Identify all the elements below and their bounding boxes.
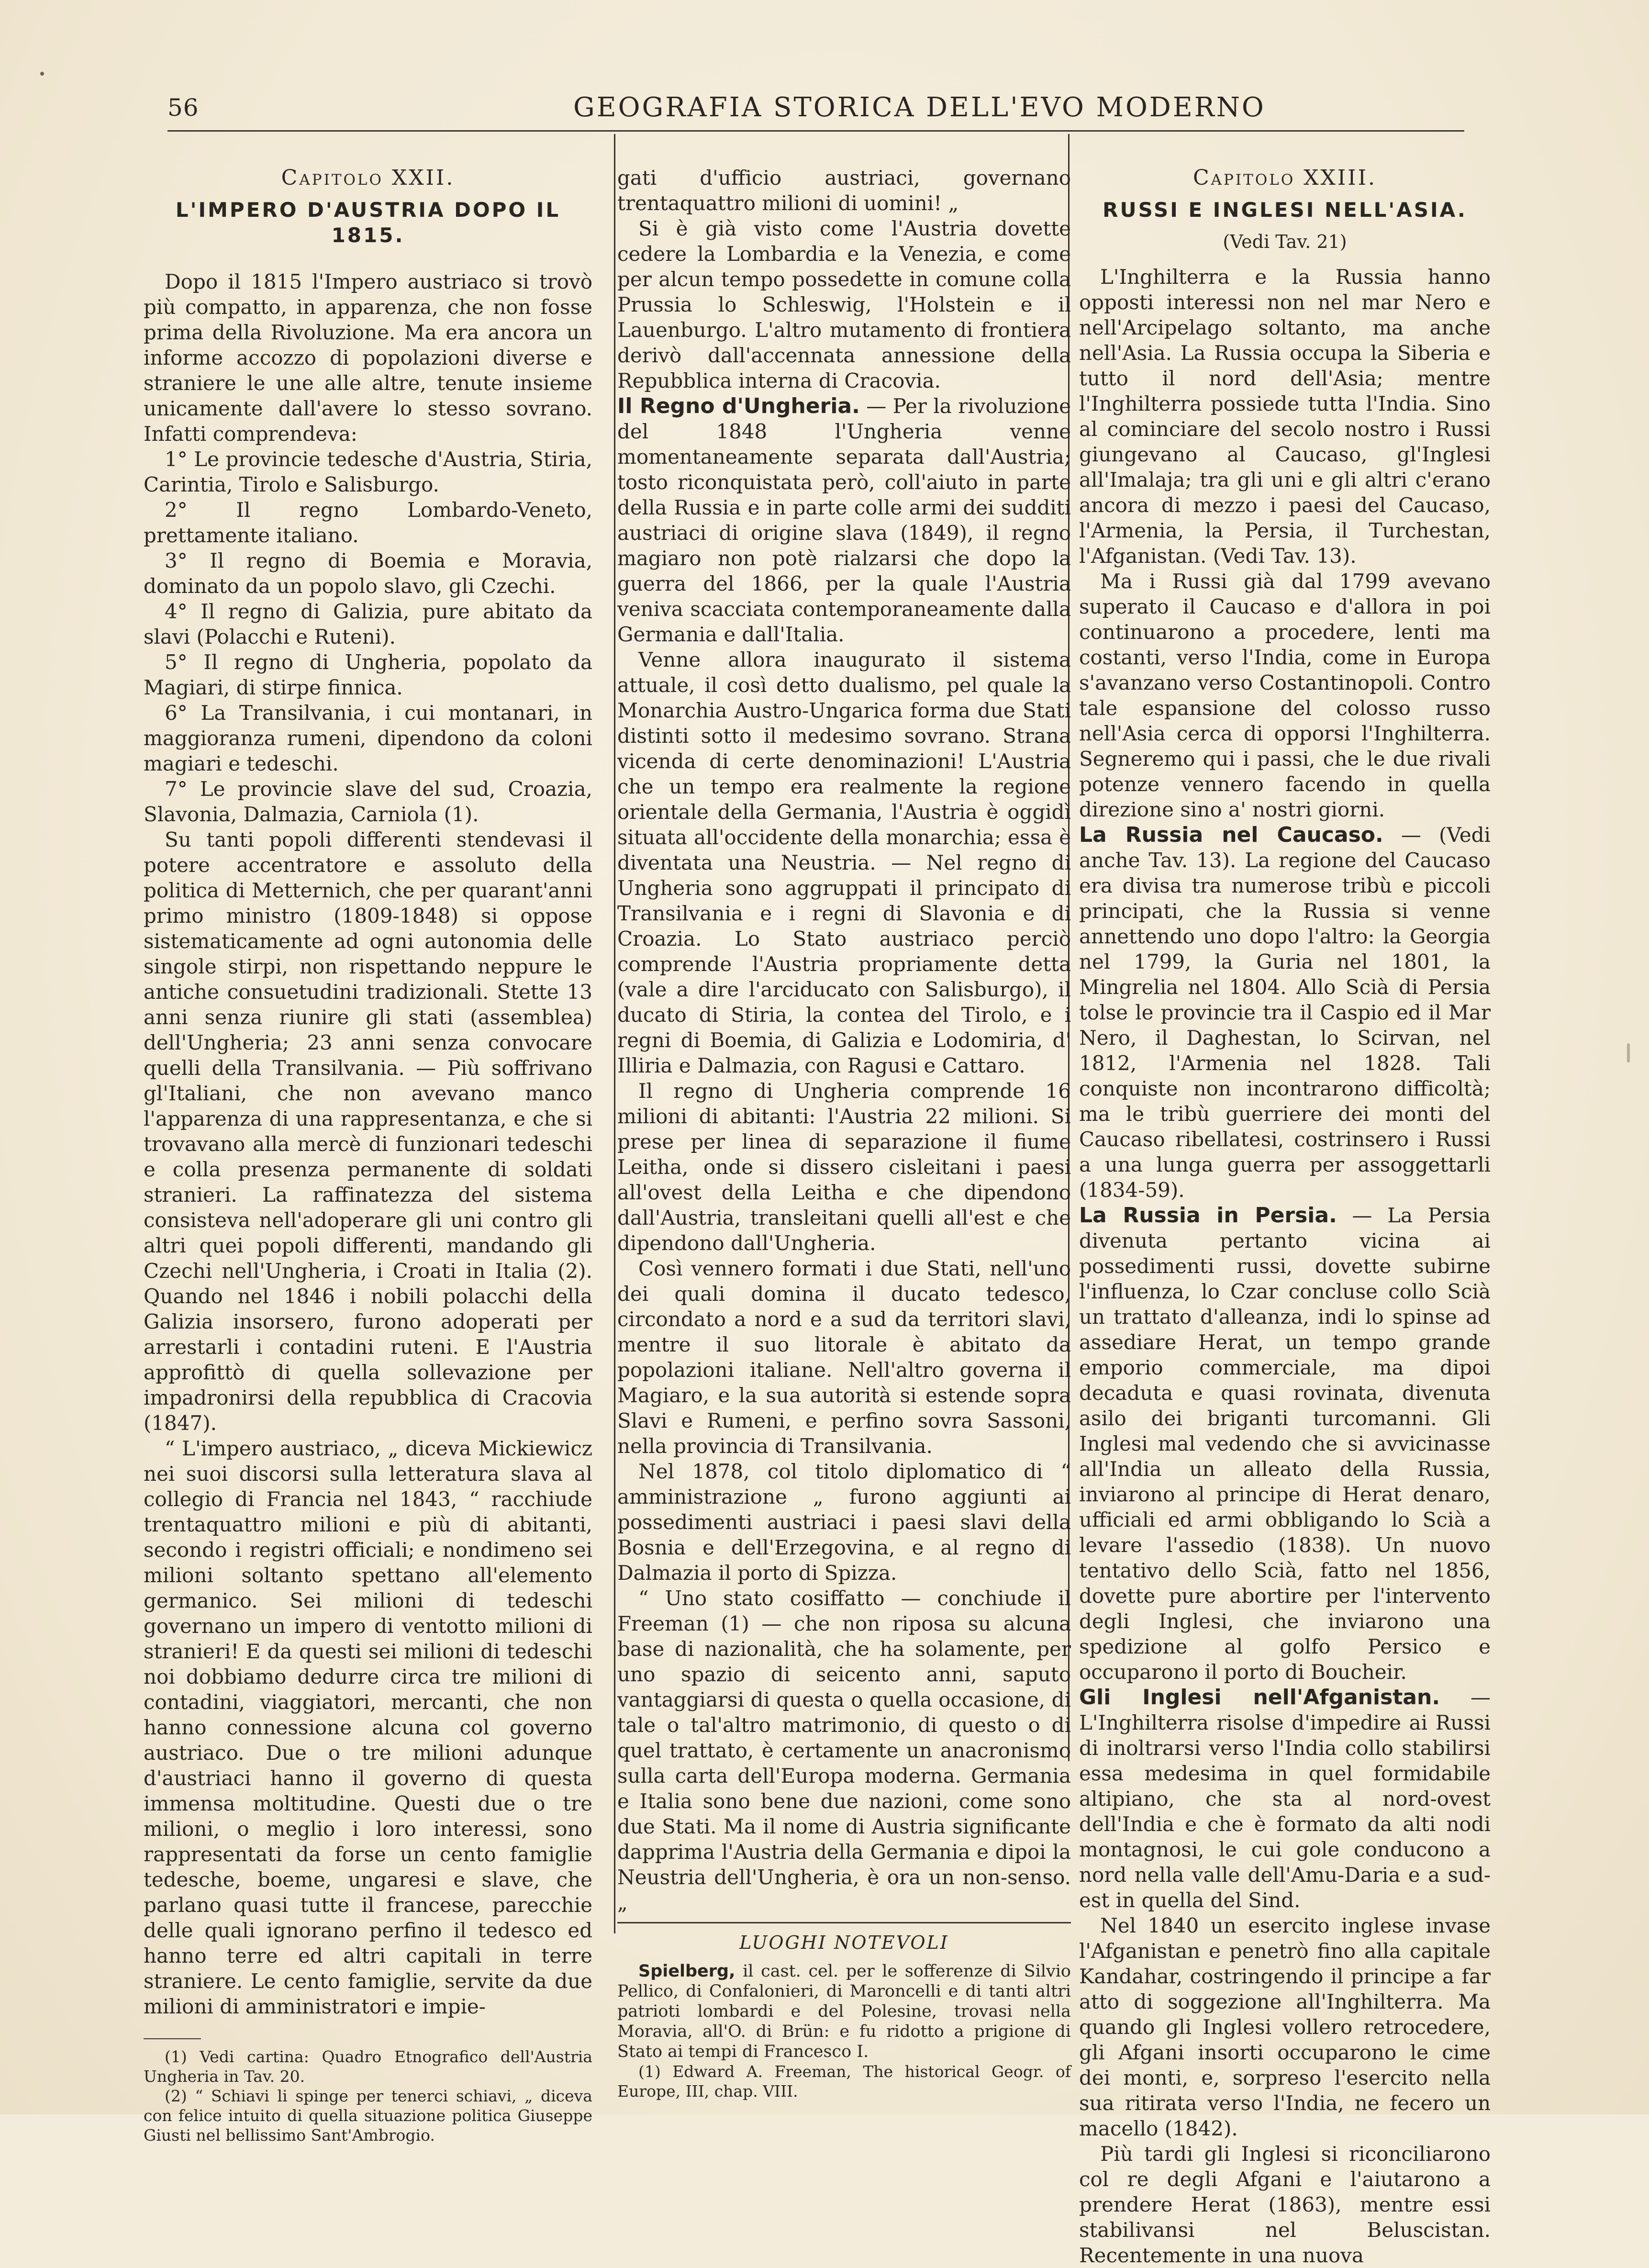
- running-title: GEOGRAFIA STORICA DELL'EVO MODERNO: [573, 92, 1266, 123]
- footnote: (2) “ Schiavi li spinge per tenerci schiavi, „ diceva con felice intuito di quella situazione politica Giuseppe Giusti nel bellissimo Sant'Ambrogio.: [144, 2087, 592, 2145]
- paragraph: Ma i Russi già dal 1799 avevano superato il Caucaso e d'allora in poi continuarono a procedere, lenti ma costanti, verso l'India, come in Europa s'avanzano verso Costantinopoli. Contro tale espansione del colosso russo nell'Asia cerca di opporsi l'Inghilterra. Segneremo qui i passi, che le due rivali potenze vennero facendo in quella direzione sino a' nostri giorni.: [1079, 570, 1491, 821]
- paragraph: Su tanti popoli differenti stendevasi il potere accentratore e assoluto della politica di Metternich, che per quarant'anni primo ministro (1809-1848) si oppose sistematicamente ad ogni autonomia delle singole stirpi, non rispettando neppure le antiche consuetudini tradizionali. Stette 13 anni senza riunire gli stati (assemblea) dell'Ungheria; 23 anni senza convocare quelli della Transilvania. — Più soffrivano gl'Italiani, che non avevano manco l'apparenza di una rappresentanza, e che si trovavano alla mercè di funzionari tedeschi e colla presenza permanente di soldati stranieri. La raffinatezza del sistema consisteva nell'adoperare gli uni contro gli altri quei popoli differenti, mandando gli Czechi nell'Ungheria, i Croati in Italia (2). Quando nel 1846 i nobili polacchi della Galizia insorsero, furono adoperati per arrestarli i contadini ruteni. E l'Austria approfittò di quella sollevazione per impadronirsi della repubblica di Cracovia (1847).: [144, 828, 592, 1435]
- chapter-subtitle: (Vedi Tav. 21): [1223, 231, 1347, 252]
- paragraph: Dopo il 1815 l'Impero austriaco si trovò più compatto, in apparenza, che non fosse prima della Rivoluzione. Ma era ancora un informe accozzo di popolazioni diverse e straniere le une alle altre, tenute insieme unicamente dall'avere lo stesso sovrano. Infatti comprendeva:: [144, 270, 592, 446]
- section-ungheria: [617, 393, 1071, 647]
- chapter-label: Capitolo XXII.: [281, 166, 455, 190]
- paper-speck: [40, 72, 44, 76]
- section-heading: La Russia in Persia.: [1079, 1203, 1337, 1228]
- paper-edge-mark: [1627, 1043, 1630, 1062]
- section-text: — Per la rivoluzione del 1848 l'Ungheria venne momentaneamente separata dall'Austria; tosto riconquistata però, coll'aiuto in parte della Russia e in parte colle armi dei sudditi austriaci di origine slava (1849), il regno magiaro non potè rialzarsi che dopo la guerra del 1866, per la quale l'Austria veniva scacciata contemporaneamente dalla Germania e dall'Italia.: [617, 394, 1071, 646]
- box-title: LUOGHI NOTEVOLI: [739, 1932, 949, 1953]
- list-item: 6° La Transilvania, i cui montanari, in maggioranza rumeni, dipendono da coloni magiari e tedeschi.: [144, 701, 592, 775]
- place-description: il cast. cel. per le sofferenze di Silvio Pellico, di Confalonieri, di Maroncelli e di tanti altri patrioti lombardi e del Polesine, trovasi nella Moravia, all'O. di Brün: e fu ridotto a prigione di Stato ai tempi di Francesco I.: [617, 1962, 1071, 2061]
- section-caucaso: [1079, 822, 1491, 1203]
- box-rule: [617, 1922, 1071, 1923]
- footnote-rule: [144, 2038, 201, 2039]
- list-item: 5° Il regno di Ungheria, popolato da Magiari, di stirpe finnica.: [144, 650, 592, 699]
- column-divider-left: [614, 134, 615, 1933]
- section-text: — La Persia divenuta pertanto vicina ai possedimenti russi, dovette subirne l'influenza, lo Czar concluse collo Scià un trattato d'alleanza, indi lo spinse ad assediare Herat, un tempo grande emporio commerciale, ma dipoi decaduta e quasi rovinata, divenuta asilo dei briganti turcomanni. Gli Inglesi mal vedendo che si avvicinasse all'India un alleato della Russia, inviarono al principe di Herat denaro, ufficiali ed armi obbligando lo Scià a levare l'assedio (1838). Un nuovo tentativo dello Scià, fatto nel 1856, dovette pure abortire per l'intervento degli Inglesi, che inviarono una spedizione al golfo Persico e occuparono il porto di Boucheir.: [1079, 1204, 1491, 1684]
- section-heading: Il Regno d'Ungheria.: [617, 394, 860, 418]
- page-number: 56: [167, 94, 199, 122]
- paragraph: Il regno di Ungheria comprende 16 milioni di abitanti: l'Austria 22 milioni. Si prese per linea di separazione il fiume Leitha, onde si dissero cisleitani i paesi all'ovest della Leitha e che dipendono dall'Austria, transleitani quelli all'est e che dipendono dall'Ungheria.: [617, 1079, 1071, 1255]
- section-heading: La Russia nel Caucaso.: [1079, 823, 1383, 847]
- chapter-title: RUSSI E INGLESI NELL'ASIA.: [1103, 198, 1467, 222]
- list-item: 7° Le provincie slave del sud, Croazia, Slavonia, Dalmazia, Carniola (1).: [144, 777, 592, 826]
- list-item: 2° Il regno Lombardo-Veneto, prettamente italiano.: [144, 498, 592, 547]
- section-text: — (Vedi anche Tav. 13). La regione del Caucaso era divisa tra numerose tribù e piccoli principati, che la Russia si venne annettendo uno dopo l'altro: la Georgia nel 1799, la Guria nel 1801, la Mingrelia nel 1804. Allo Scià di Persia tolse le provincie tra il Caspio ed il Mar Nero, il Daghestan, lo Scirvan, nel 1812, l'Armenia nel 1828. Tali conquiste non incontrarono difficoltà; ma le tribù guerriere dei monti del Caucaso ribellatesi, costrinsero i Russi a una lunga guerra per assoggettarli (1834-59).: [1079, 823, 1491, 1202]
- list-item: 3° Il regno di Boemia e Moravia, dominato da un popolo slavo, gli Czechi.: [144, 549, 592, 598]
- column-left: [144, 165, 592, 2145]
- paragraph: Si è già visto come l'Austria dovette cedere la Lombardia e la Venezia, e come per alcun tempo possedette in comune colla Prussia lo Schleswig, l'Holstein e il Lauenburgo. L'altro mutamento di frontiera derivò dall'accennata annessione della Repubblica interna di Cracovia.: [617, 217, 1071, 392]
- page-header: [167, 90, 1266, 133]
- paragraph: Così vennero formati i due Stati, nell'uno dei quali domina il ducato tedesco, circondato a nord e a sud da territori slavi, mentre il suo litorale è abitato da popolazioni italiane. Nell'altro governa il Magiaro, e la sua autorità si estende sopra Slavi e Rumeni, e perfino sovra Sassoni, nella provincia di Transilvania.: [617, 1257, 1071, 1458]
- paragraph: gati d'ufficio austriaci, governano trentaquattro milioni di uomini! „: [617, 166, 1071, 215]
- place-name: Spielberg,: [638, 1962, 735, 1981]
- paragraph: Venne allora inaugurato il sistema attuale, il così detto dualismo, pel quale la Monarchia Austro-Ungarica forma due Stati distinti sotto il medesimo sovrano. Strana vicenda di certe denominazioni! L'Austria che un tempo era realmente la regione orientale della Germania, l'Austria è oggidì situata all'occidente della monarchia; essa è diventata una Neustria. — Nel regno di Ungheria sono aggruppati il principato di Transilvania e i regni di Slavonia e di Croazia. Lo Stato austriaco perciò comprende l'Austria propriamente detta (vale a dire l'arciducato con Salisburgo), il ducato di Stiria, la contea del Tirolo, e i regni di Boemia, di Galizia e Lodomiria, d' Illiria e Dalmazia, con Ragusi e Cattaro.: [617, 648, 1071, 1077]
- section-persia: [1079, 1203, 1491, 1685]
- quotation-paragraph: “ Uno stato cosiffatto — conchiude il Freeman (1) — che non riposa su alcuna base di nazionalità, che ha solamente, per uno spazio di seicento anni, saputo vantaggiarsi di questa o quella occasione, di tale o tal'altro matrimonio, di questo o di quel trattato, è certamente un anacronismo sulla carta dell'Europa moderna. Germania e Italia sono bene due nazioni, come sono due Stati. Ma il nome di Austria significante dapprima l'Austria della Germania e dipoi la Neustria dell'Ungheria, è ora un non-senso. „: [617, 1586, 1071, 1914]
- column-middle: [617, 165, 1071, 2101]
- box-entry: [617, 1961, 1071, 2062]
- chapter-label: Capitolo XXIII.: [1192, 166, 1377, 190]
- footnote: (1) Vedi cartina: Quadro Etnografico dell'Austria Ungheria in Tav. 20.: [144, 2047, 592, 2086]
- column-right: [1079, 165, 1491, 2268]
- section-afganistan: [1079, 1685, 1491, 1913]
- paragraph: Nel 1840 un esercito inglese invase l'Afganistan e penetrò fino alla capitale Kandahar, costringendo il principe a far atto di soggezione all'Inghilterra. Ma quando gli Inglesi vollero retrocedere, gli Afgani insorti occuparono le cime dei monti, e, sorpreso l'esercito nella sua ritirata verso l'India, ne fecero un macello (1842).: [1079, 1914, 1491, 2140]
- section-text: — L'Inghilterra risolse d'impedire ai Russi di inoltrarsi verso l'India collo stabilirsi essa medesima in quel formidabile altipiano, che sta al nord-ovest dell'India e che è formato da alti nodi montagnosi, le cui gole conducono a nord nella valle dell'Amu-Daria e a sud-est in quella del Sind.: [1079, 1686, 1491, 1912]
- paragraph: L'Inghilterra e la Russia hanno opposti interessi non nel mar Nero e nell'Arcipelago soltanto, ma anche nell'Asia. La Russia occupa la Siberia e tutto il nord dell'Asia; mentre l'Inghilterra possiede tutta l'India. Sino al cominciare del secolo nostro i Russi giungevano al Caucaso, gl'Inglesi all'Imalaja; tra gli uni e gli altri c'erano ancora di mezzo i paesi del Caucaso, l'Armenia, la Persia, il Turchestan, l'Afganistan. (Vedi Tav. 13).: [1079, 265, 1491, 568]
- list-item: 1° Le provincie tedesche d'Austria, Stiria, Carintia, Tirolo e Salisburgo.: [144, 447, 592, 496]
- quotation-paragraph: “ L'impero austriaco, „ diceva Mickiewicz nei suoi discorsi sulla letteratura slava al collegio di Francia nel 1843, “ racchiude trentaquattro milioni e più di abitanti, secondo i registri officiali; e nondimeno sei milioni soltanto spettano all'elemento germanico. Sei milioni di tedeschi governano un impero di ventotto milioni di stranieri! E da questi sei milioni di tedeschi noi dobbiamo dedurre circa tre milioni di contadini, viaggiatori, mercanti, che non hanno connessione alcuna col governo austriaco. Due o tre milioni adunque d'austriaci hanno il governo di questa immensa moltitudine. Questi due o tre milioni, o meglio i loro interessi, sono rappresentati da forse un cento famiglie tedesche, boeme, ungaresi e slave, che parlano quasi tutte il francese, parecchie delle quali ignorano perfino il tedesco ed hanno terre ed altri capitali in terre straniere. Le cento famiglie, servite da due milioni di amministratori e impie-: [144, 1437, 592, 2018]
- footnote: (1) Edward A. Freeman, The historical Geogr. of Europe, III, chap. VIII.: [617, 2062, 1071, 2100]
- list-item: 4° Il regno di Galizia, pure abitato da slavi (Polacchi e Ruteni).: [144, 600, 592, 648]
- section-heading: Gli Inglesi nell'Afganistan.: [1079, 1685, 1440, 1709]
- paragraph: Nel 1878, col titolo diplomatico di “ amministrazione „ furono aggiunti ai possedimenti austriaci i paesi slavi della Bosnia e dell'Erzegovina, e al regno di Dalmazia il porto di Spizza.: [617, 1460, 1071, 1585]
- chapter-title: L'IMPERO D'AUSTRIA DOPO IL 1815.: [175, 198, 561, 247]
- paragraph: Più tardi gli Inglesi si riconciliarono col re degli Afgani e l'aiutarono a prendere Herat (1863), mentre essi stabilivansi nel Beluscistan. Recentemente in una nuova: [1079, 2142, 1491, 2267]
- header-rule: [167, 130, 1464, 132]
